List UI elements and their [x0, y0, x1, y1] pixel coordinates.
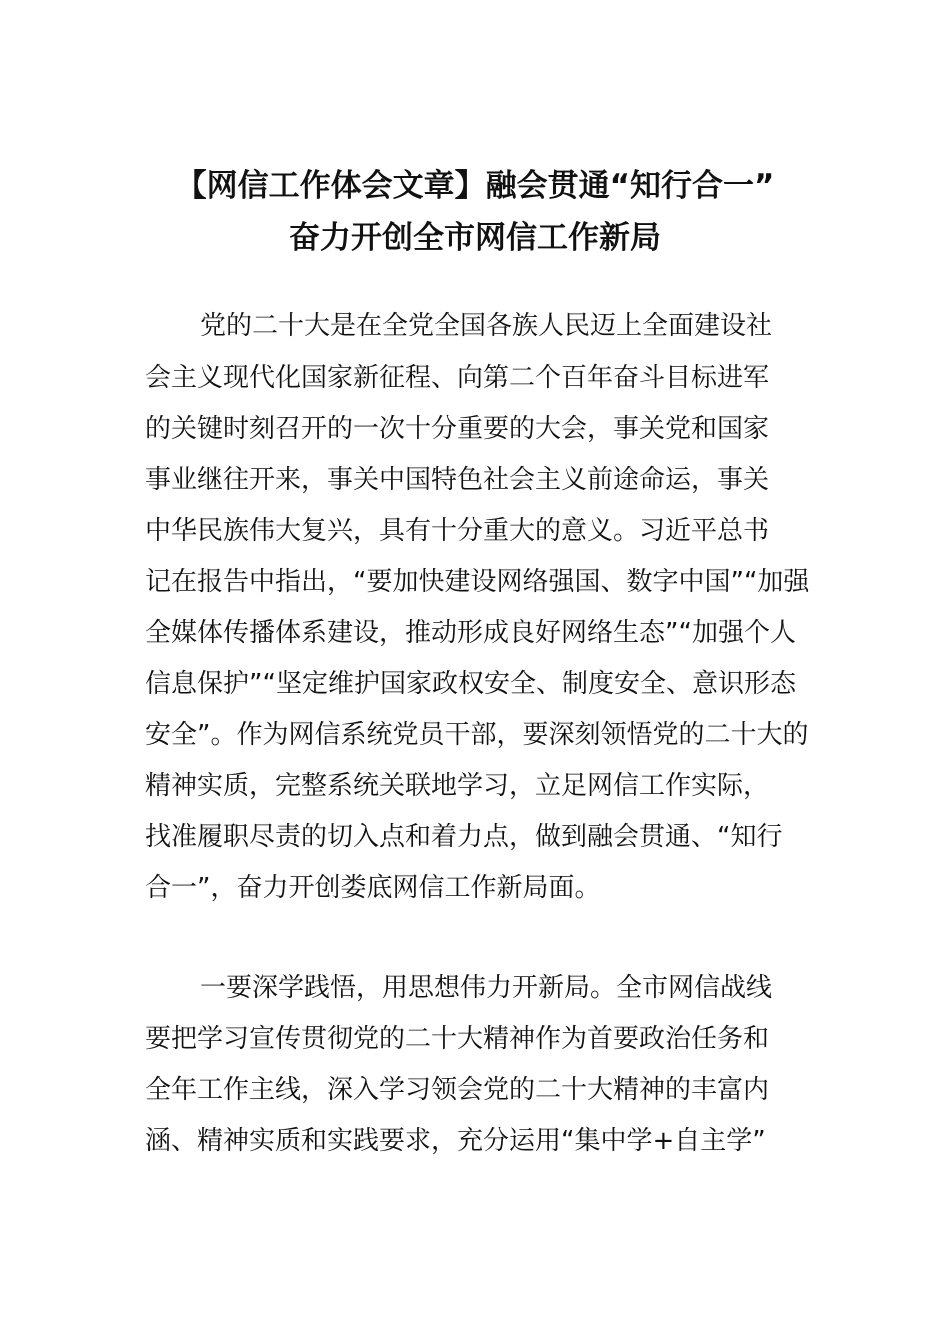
paragraph-line: 全媒体传播体系建设，推动形成良好网络生态”“加强个人: [145, 618, 796, 648]
paragraph-line: 全年工作主线，深入学习领会党的二十大精神的丰富内: [145, 1075, 770, 1105]
paragraph-line: 中华民族伟大复兴，具有十分重大的意义。习近平总书: [145, 516, 770, 546]
paragraph-line: 的关键时刻召开的一次十分重要的大会，事关党和国家: [145, 414, 770, 444]
paragraph-line: 要把学习宣传贯彻党的二十大精神作为首要政治任务和: [145, 1024, 770, 1054]
paragraph-line: 找准履职尽责的切入点和着力点，做到融会贯通、“知行: [145, 822, 783, 852]
title-line-1: 【网信工作体会文章】融会贯通“知行合一”: [175, 168, 775, 204]
paragraph-line: 一要深学践悟，用思想伟力开新局。全市网信战线: [200, 973, 773, 1003]
paragraph-line: 合一”，奋力开创娄底网信工作新局面。: [145, 873, 601, 903]
paragraph-line: 会主义现代化国家新征程、向第二个百年奋斗目标进军: [145, 363, 770, 393]
paragraph-line: 党的二十大是在全党全国各族人民迈上全面建设社: [200, 311, 773, 341]
title-line-2: 奋力开创全市网信工作新局: [289, 220, 661, 256]
paragraph-line: 精神实质，完整系统关联地学习，立足网信工作实际，: [145, 771, 770, 801]
paragraph-line: 记在报告中指出，“要加快建设网络强国、数字中国”“加强: [145, 567, 810, 597]
paragraph-line: 事业继往开来，事关中国特色社会主义前途命运，事关: [145, 465, 770, 495]
paragraph-line: 安全”。作为网信系统党员干部，要深刻领悟党的二十大的: [145, 720, 809, 750]
paragraph-line: 信息保护”“坚定维护国家政权安全、制度安全、意识形态: [145, 669, 796, 699]
paragraph-line: 涵、精神实质和实践要求，充分运用“集中学+自主学”: [145, 1126, 766, 1156]
